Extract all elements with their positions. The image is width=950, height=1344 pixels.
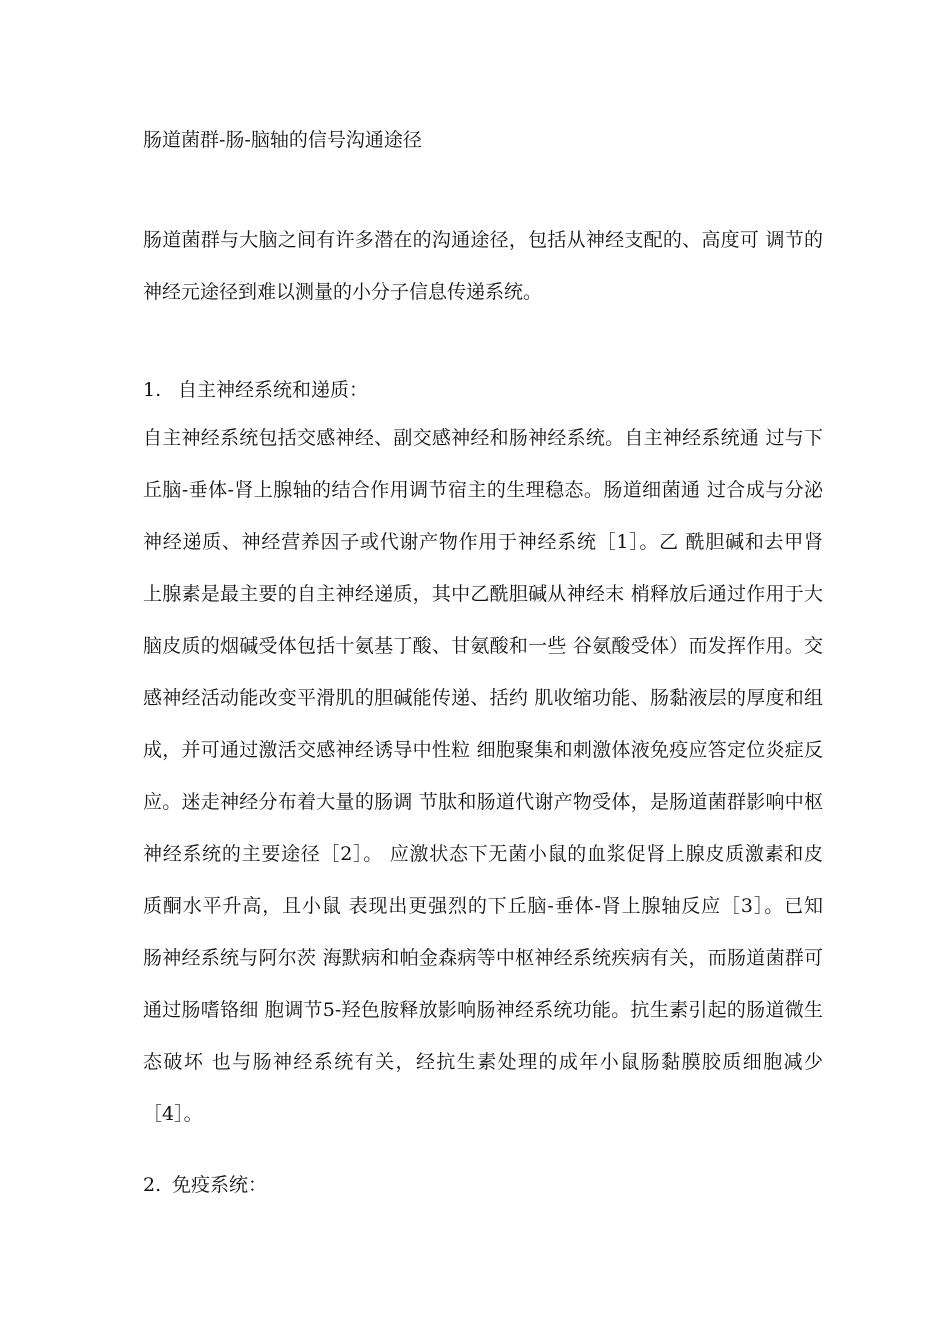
text-line: 通过肠嗜铬细 胞调节5-羟色胺释放影响肠神经系统功能。抗生素引起的肠道微生 [143,999,823,1021]
text-line: 态破坏 也与肠神经系统有关，经抗生素处理的成年小鼠肠黏膜胶质细胞减少 [143,1051,823,1073]
section-number: 1. [143,379,162,401]
section-number: 2. [143,1174,162,1196]
text-line: ［4］。 [143,1103,203,1125]
text-line: 肠神经系统与阿尔茨 海默病和帕金森病等中枢神经系统疾病有关，而肠道菌群可 [143,947,823,969]
text-line: 成，并可通过激活交感神经诱导中性粒 细胞聚集和刺激体液免疫应答定位炎症反 [143,739,823,761]
text-line: 自主神经系统包括交感神经、副交感神经和肠神经系统。自主神经系统通 过与下 [143,427,823,449]
document-title: 肠道菌群-肠-脑轴的信号沟通途径 [143,129,422,151]
text-line: 神经递质、神经营养因子或代谢产物作用于神经系统［1］。乙 酰胆碱和去甲肾 [143,531,823,553]
section-title: 免疫系统： [172,1174,268,1196]
section-title: 自主神经系统和递质： [178,379,369,401]
text-line: 肠道菌群与大脑之间有许多潜在的沟通途径，包括从神经支配的、高度可 调节的 [143,229,823,251]
text-line: 上腺素是最主要的自主神经递质，其中乙酰胆碱从神经末 梢释放后通过作用于大 [143,583,823,605]
text-line: 质酮水平升高，且小鼠 表现出更强烈的下丘脑-垂体-肾上腺轴反应［3］。已知 [143,895,823,917]
document-body [143,0,823,1211]
section-paragraph [143,412,823,1140]
text-line: 丘脑-垂体-肾上腺轴的结合作用调节宿主的生理稳态。肠道细菌通 过合成与分泌 [143,479,823,501]
text-line: 神经元途径到难以测量的小分子信息传递系统。 [143,281,543,303]
text-line: 神经系统的主要途径［2］。 应激状态下无菌小鼠的血浆促肾上腺皮质激素和皮 [143,843,823,865]
text-line: 脑皮质的烟碱受体包括十氨基丁酸、甘氨酸和一些 谷氨酸受体）而发挥作用。交 [143,635,823,657]
section-heading [143,368,823,412]
intro-paragraph [143,214,823,318]
text-line: 感神经活动能改变平滑肌的胆碱能传递、括约 肌收缩功能、肠黏液层的厚度和组 [143,687,823,709]
text-line: 应。迷走神经分布着大量的肠调 节肽和肠道代谢产物受体，是肠道菌群影响中枢 [143,791,823,813]
section-heading [143,1159,823,1211]
